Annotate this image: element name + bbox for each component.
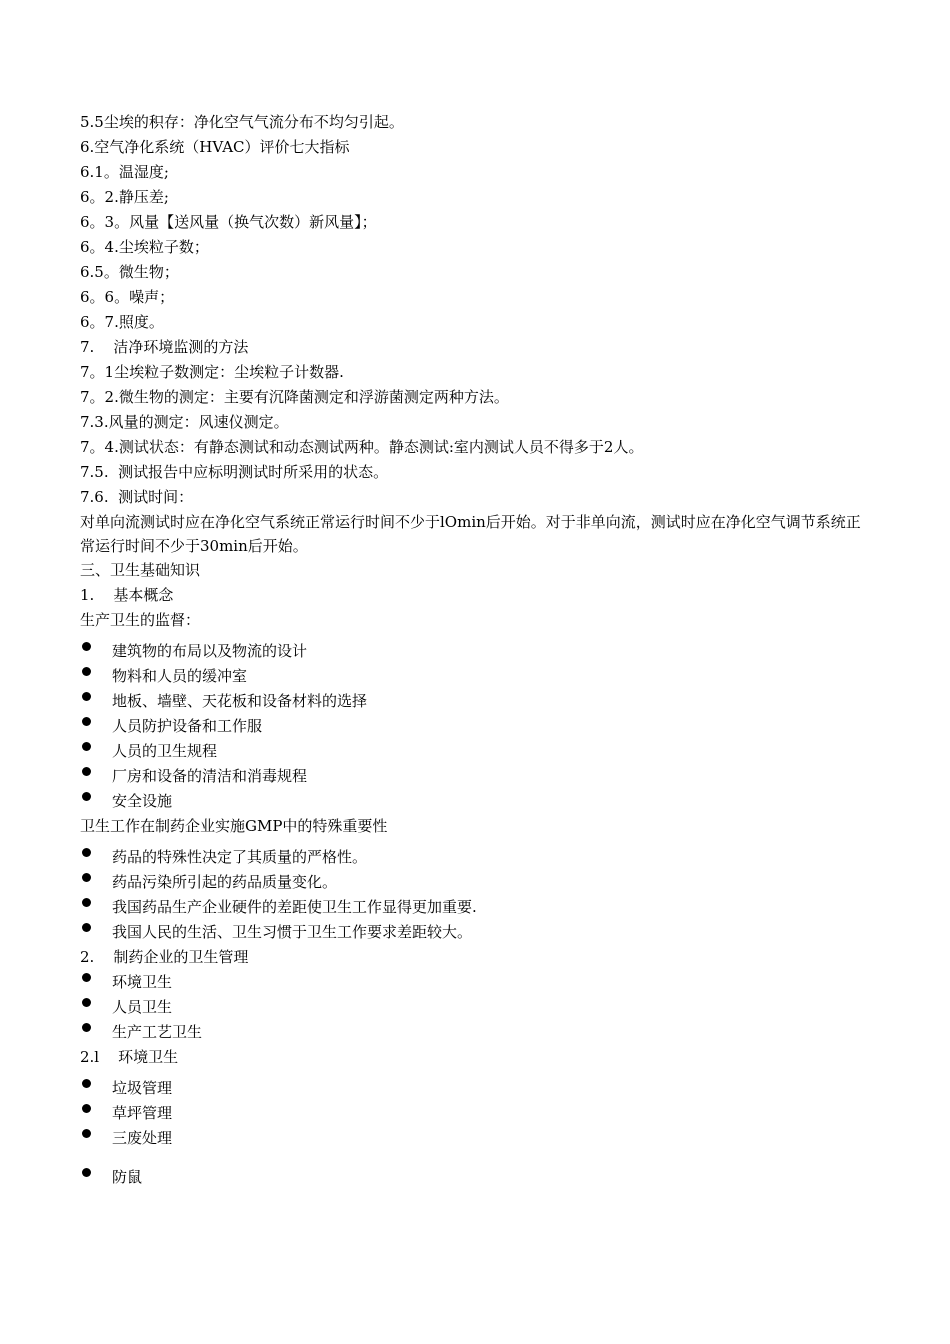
subsection-heading: 1. 基本概念	[80, 586, 174, 604]
subsection-heading: 2.l 环境卫生	[80, 1048, 179, 1066]
bullet-icon	[82, 973, 91, 982]
text-line: 6.5。微生物；	[80, 263, 179, 281]
list-item-text: 安全设施	[112, 792, 173, 810]
bullet-icon	[82, 923, 91, 932]
text-line: 6。7.照度。	[80, 313, 164, 331]
bullet-icon	[82, 873, 91, 882]
section-heading: 三、卫生基础知识	[80, 561, 201, 579]
list-item	[80, 739, 870, 764]
subsection-heading: 2. 制药企业的卫生管理	[80, 948, 249, 966]
list-item-text: 人员防护设备和工作服	[112, 717, 263, 735]
bullet-icon	[82, 1168, 91, 1177]
text-line: 7。4.测试状态：有静态测试和动态测试两种。静态测试:室内测试人员不得多于2人。	[80, 438, 644, 456]
bullet-icon	[82, 742, 91, 751]
section-heading: 7. 洁净环境监测的方法	[80, 338, 249, 356]
text-line: 6。6。噪声；	[80, 288, 175, 306]
list-item-text: 我国人民的生活、卫生习惯于卫生工作要求差距较大。	[112, 923, 473, 941]
list-item-text: 三废处理	[112, 1129, 173, 1147]
section-heading: 6.空气净化系统（HVAC）评价七大指标	[80, 138, 350, 156]
list-item-text: 人员的卫生规程	[112, 742, 218, 760]
bullet-icon	[82, 792, 91, 801]
list-item	[80, 995, 870, 1020]
list-item	[80, 970, 870, 995]
bullet-icon	[82, 717, 91, 726]
text-line: 7.6. 测试时间：	[80, 488, 194, 506]
bullet-icon	[82, 1079, 91, 1088]
list-item	[80, 714, 870, 739]
list-item-text: 地板、墙壁、天花板和设备材料的选择	[112, 692, 368, 710]
text-line: 7.3.风量的测定：风速仪测定。	[80, 413, 289, 431]
list-item-text: 防鼠	[112, 1168, 143, 1186]
list-item	[80, 1101, 870, 1126]
document-page	[80, 110, 870, 1190]
list-item-text: 建筑物的布局以及物流的设计	[112, 642, 308, 660]
list-item-text: 药品污染所引起的药品质量变化。	[112, 873, 338, 891]
list-item-text: 环境卫生	[112, 973, 173, 991]
bullet-icon	[82, 1023, 91, 1032]
list-item-text: 我国药品生产企业硬件的差距使卫生工作显得更加重要.	[112, 898, 477, 916]
bullet-icon	[82, 1129, 91, 1138]
list-item	[80, 764, 870, 789]
bullet-icon	[82, 767, 91, 776]
list-item	[80, 664, 870, 689]
list-item-text: 人员卫生	[112, 998, 173, 1016]
list-item	[80, 920, 870, 945]
text-line: 5.5尘埃的积存：净化空气气流分布不均匀引起。	[80, 113, 404, 131]
list-item	[80, 1126, 870, 1151]
text-line: 7。2.微生物的测定：主要有沉降菌测定和浮游菌测定两种方法。	[80, 388, 509, 406]
list-item	[80, 789, 870, 814]
list-item-text: 草坪管理	[112, 1104, 173, 1122]
text-line: 6.1。温湿度;	[80, 163, 169, 181]
list-item	[80, 845, 870, 870]
list-title: 卫生工作在制药企业实施GMP中的特殊重要性	[80, 817, 388, 835]
bullet-icon	[82, 998, 91, 1007]
bullet-icon	[82, 692, 91, 701]
list-item-text: 厂房和设备的清洁和消毒规程	[112, 767, 308, 785]
bullet-icon	[82, 667, 91, 676]
text-line: 7.5. 测试报告中应标明测试时所采用的状态。	[80, 463, 389, 481]
text-line: 6。4.尘埃粒子数；	[80, 238, 209, 256]
text-line: 6。2.静压差;	[80, 188, 169, 206]
text-line: 6。3。风量【送风量（换气次数）新风量】；	[80, 213, 377, 231]
bullet-icon	[82, 1104, 91, 1113]
bullet-icon	[82, 898, 91, 907]
list-item-text: 垃圾管理	[112, 1079, 173, 1097]
list-title: 生产卫生的监督：	[80, 611, 201, 629]
list-item-text: 物料和人员的缓冲室	[112, 667, 248, 685]
list-item	[80, 895, 870, 920]
bullet-icon	[82, 642, 91, 651]
list-item	[80, 870, 870, 895]
list-item	[80, 1076, 870, 1101]
list-item-text: 生产工艺卫生	[112, 1023, 203, 1041]
list-item-text: 药品的特殊性决定了其质量的严格性。	[112, 848, 368, 866]
list-item	[80, 1165, 870, 1190]
text-paragraph: 对单向流测试时应在净化空气系统正常运行时间不少于lOmin后开始。对于非单向流，测试时应在净化空气调节系统正常运行时间不少于30min后开始。	[80, 513, 861, 555]
text-line: 7。1尘埃粒子数测定：尘埃粒子计数器.	[80, 363, 344, 381]
list-item	[80, 689, 870, 714]
bullet-icon	[82, 848, 91, 857]
list-item	[80, 639, 870, 664]
list-item	[80, 1020, 870, 1045]
